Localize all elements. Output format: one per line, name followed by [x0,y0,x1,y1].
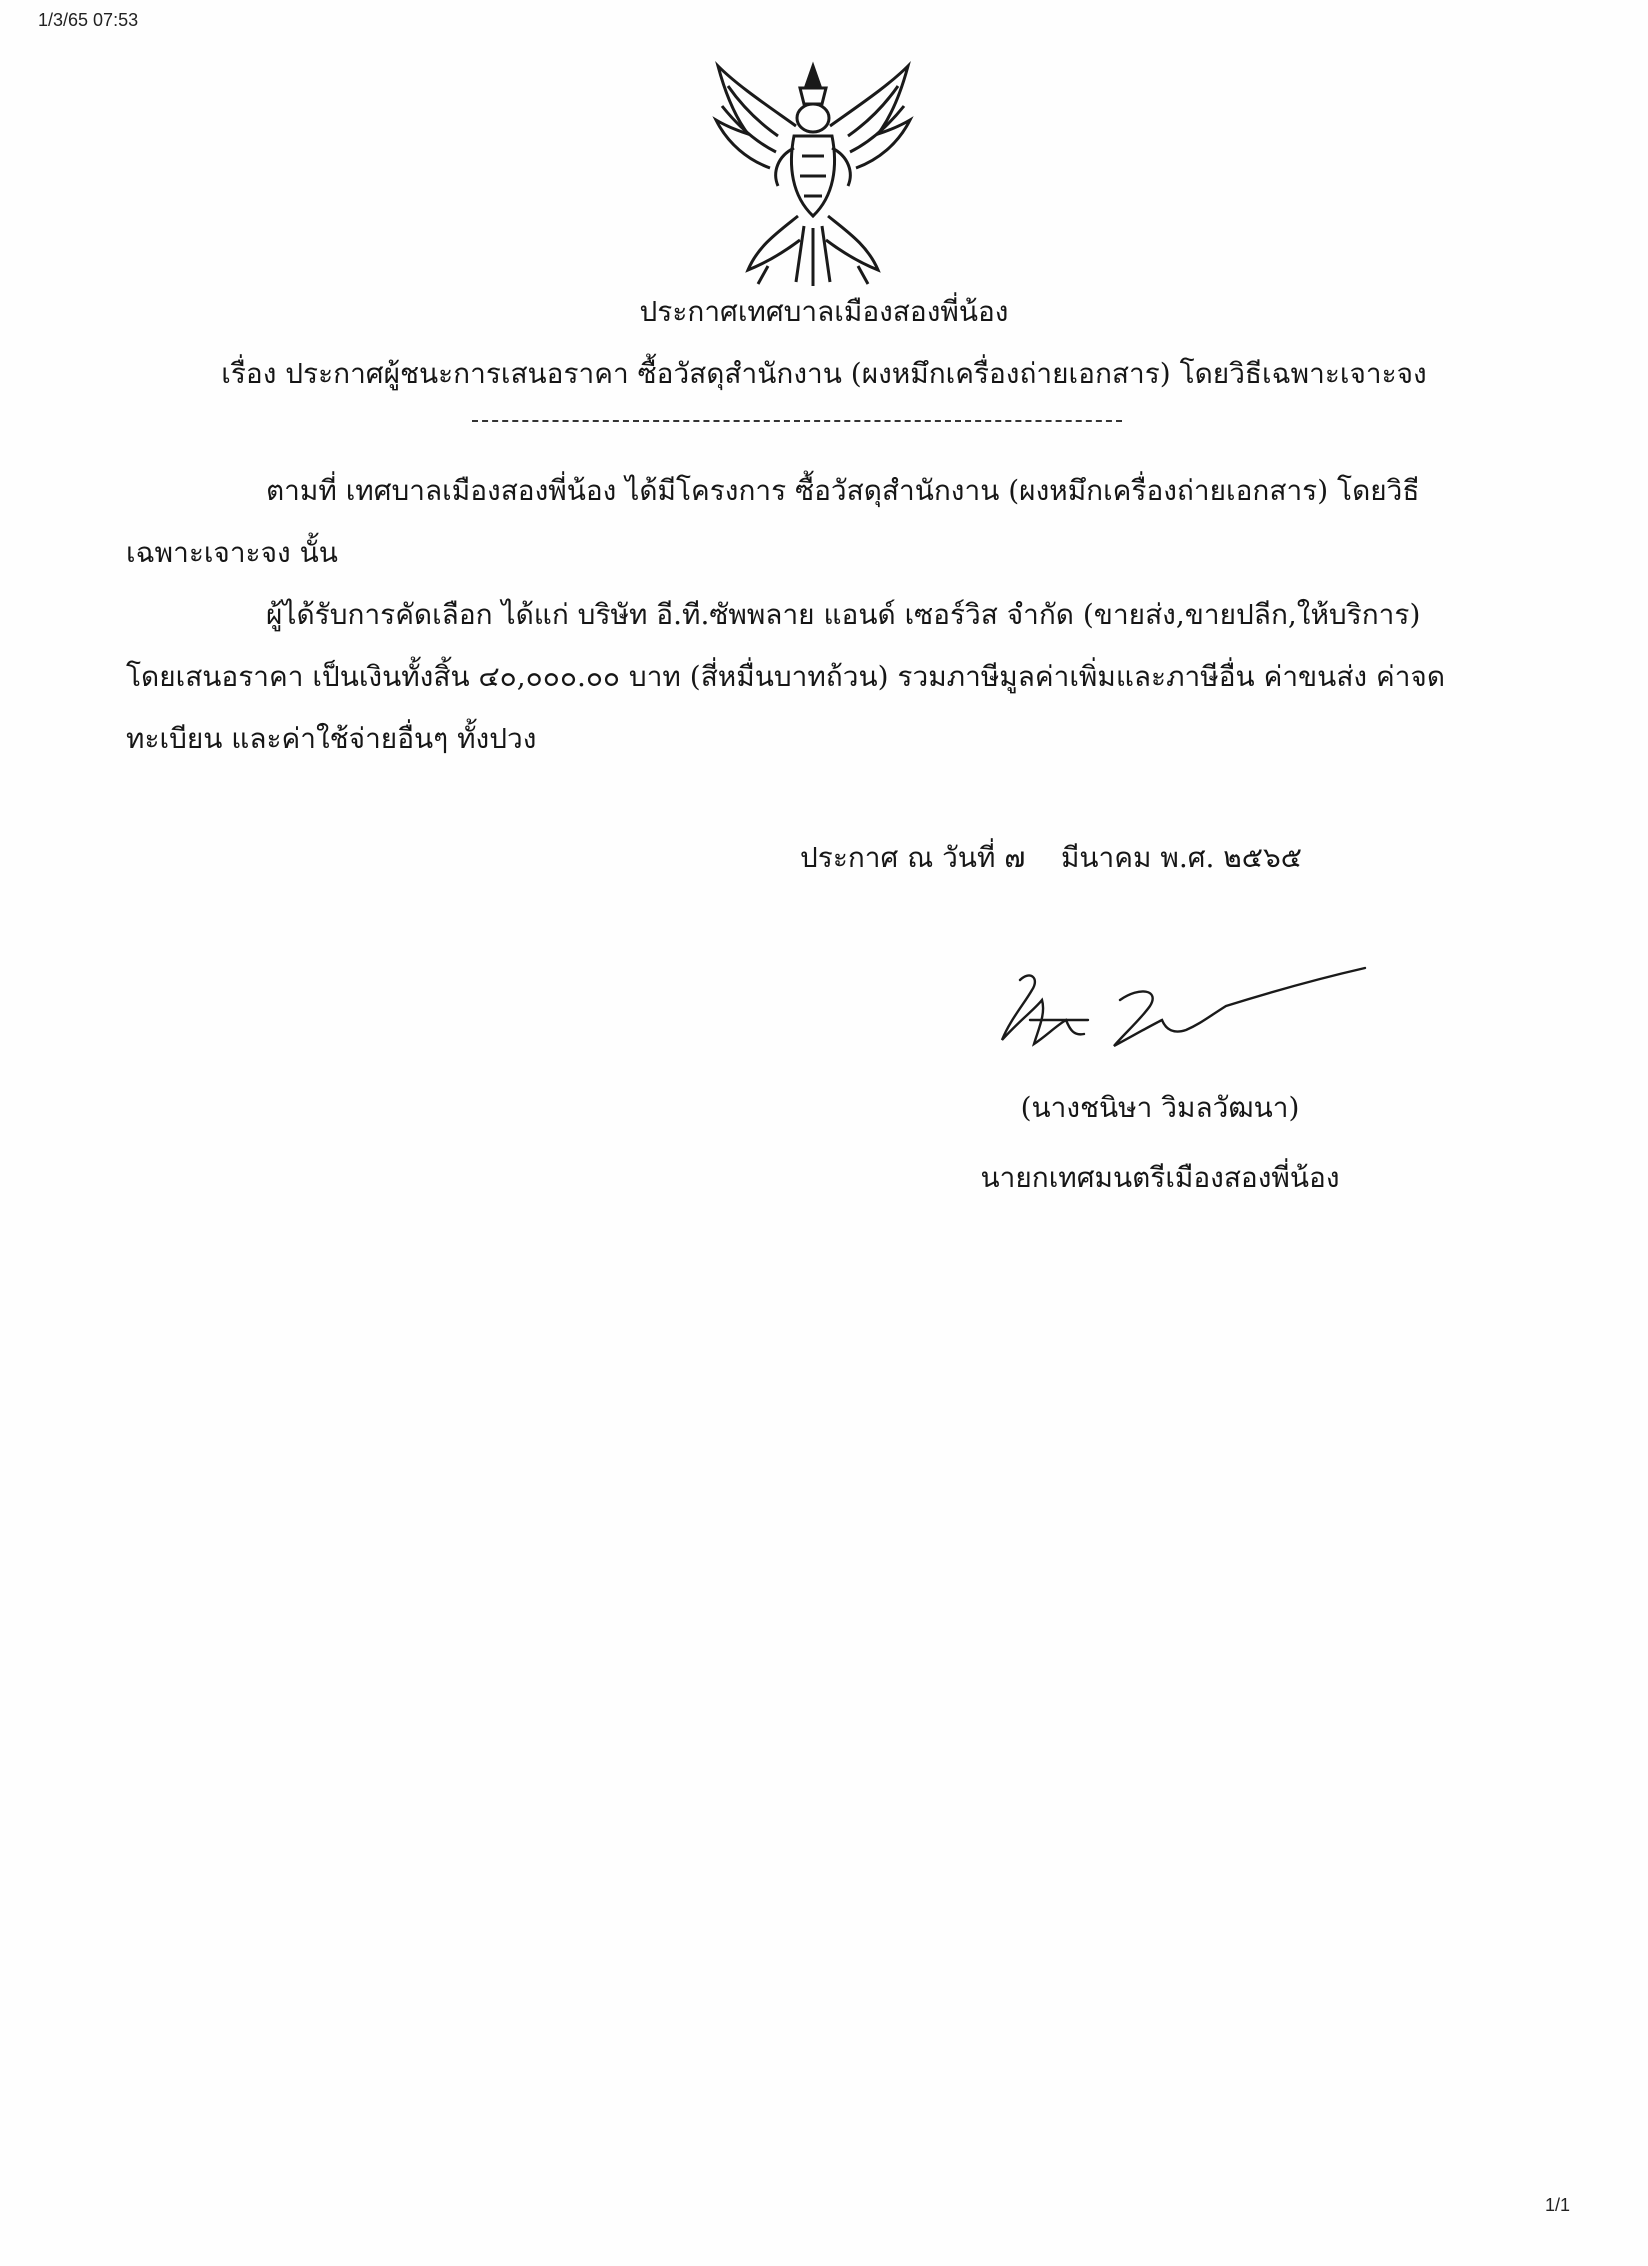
document-subject: เรื่อง ประกาศผู้ชนะการเสนอราคา ซื้อวัสดุสำนักงาน (ผงหมึกเครื่องถ่ายเอกสาร) โดยวิธีเฉพาะเจาะจง [221,357,1427,390]
signature-image [990,950,1370,1060]
scan-timestamp: 1/3/65 07:53 [38,10,139,30]
divider [472,420,1122,422]
body-paragraph-2: ผู้ได้รับการคัดเลือก ได้แก่ บริษัท อี.ที.ซัพพลาย แอนด์ เซอร์วิส จำกัด (ขายส่ง,ขายปลีก,ให้บริการ) โดยเสนอราคา เป็นเงินทั้งสิ้น ๔๐,๐๐๐.๐๐ บาท (สี่หมื่นบาทถ้วน) รวมภาษีมูลค่าเพิ่มและภาษีอื่น ค่าขนส่ง ค่าจดทะเบียน และค่าใช้จ่ายอื่นๆ ทั้งปวง [126,598,1446,755]
issued-date: ประกาศ ณ วันที่ ๗ มีนาคม พ.ศ. ๒๕๖๕ [800,841,1302,874]
body-paragraph-1: ตามที่ เทศบาลเมืองสองพี่น้อง ได้มีโครงการ ซื้อวัสดุสำนักงาน (ผงหมึกเครื่องถ่ายเอกสาร) โดยวิธีเฉพาะเจาะจง นั้น [126,474,1420,569]
page-number: 1/1 [1544,2195,1570,2215]
garuda-emblem-icon [708,56,918,292]
signer-position: นายกเทศมนตรีเมืองสองพี่น้อง [980,1161,1340,1194]
document-title: ประกาศเทศบาลเมืองสองพี่น้อง [639,295,1009,328]
signer-name: (นางชนิษา วิมลวัฒนา) [1020,1091,1300,1124]
